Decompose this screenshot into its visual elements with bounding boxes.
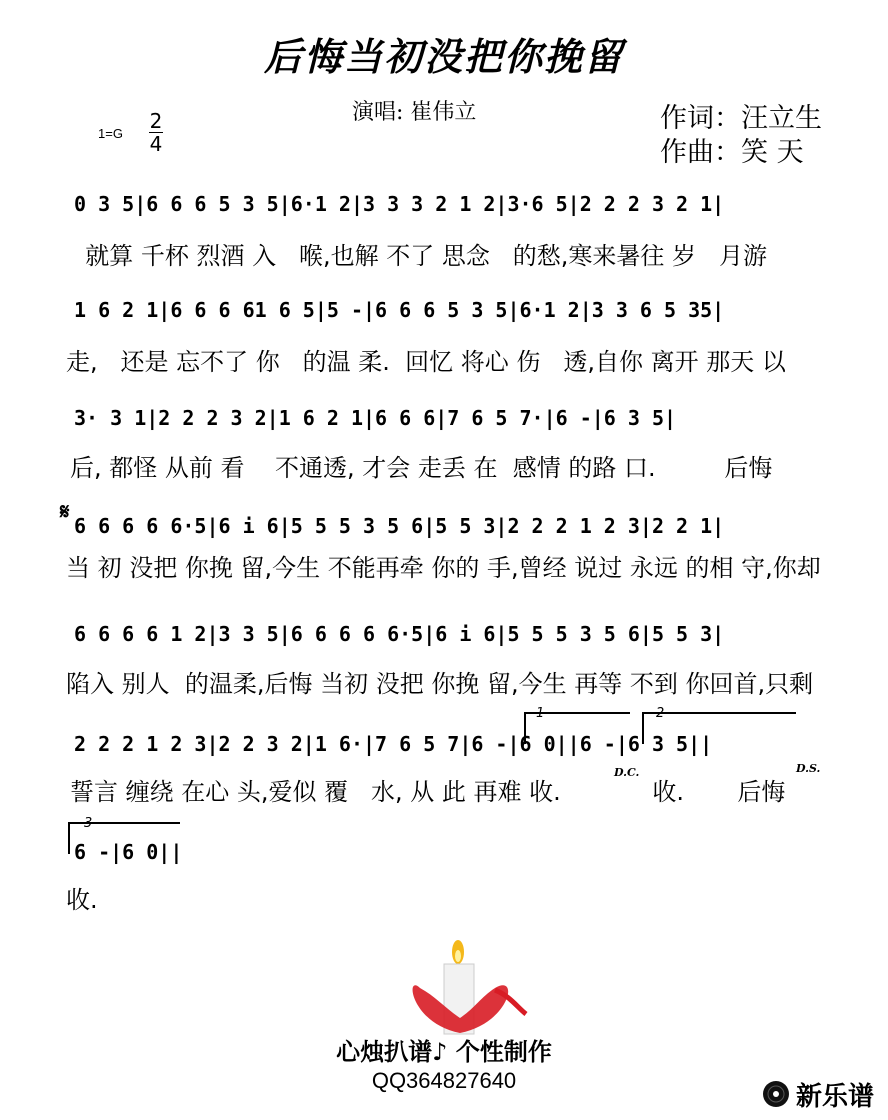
notation-line: 6 -|6 0|| [74,840,183,864]
notation-line: 2 2 2 1 2 3|2 2 3 2|1 6·|7 6 5 7|6 -|6 0||6 -|6 3 5|| [74,732,713,756]
lyric-line: 就算 千杯 烈酒 入 喉,也解 不了 思念 的愁,寒来暑往 岁 月游 [70,242,767,270]
notation-line: 6 6 6 6 1 2|3 3 5|6 6 6 6 6·5|6 i 6|5 5 5 3 5 6|5 5 3| [74,622,725,646]
segno-mark: 𝄋 [60,500,70,525]
dc-mark: D.C. [614,766,640,779]
first-ending-label: 1 [536,706,545,721]
song-title: 后悔当初没把你挽留 [263,34,624,79]
ds-mark: D.S. [796,762,821,775]
composer-credit: 作曲：笑 天 [660,137,804,168]
lyric-line: 收. [66,886,98,914]
lyric-line: 陷入 别人 的温柔,后悔 当初 没把 你挽 留,今生 再等 不到 你回首,只剩 [66,670,814,698]
notation-line: 1 6 2 1|6 6 6 61 6 5|5 -|6 6 6 5 3 5|6·1 2|3 3 6 5 35| [74,298,725,322]
brand-watermark [762,1076,874,1112]
second-ending-label: 2 [656,706,665,721]
lyric-line: 走, 还是 忘不了 你 的温 柔. 回忆 将心 伤 透,自你 离开 那天 以 [66,348,786,376]
lyric-line: 当 初 没把 你挽 留,今生 不能再牵 你的 手,曾经 说过 永远 的相 守,你却 [66,554,821,582]
time-signature-top: 2 [149,109,163,133]
lyric-line: 誓言 缠绕 在心 头,爱似 覆 水, 从 此 再难 收. 收. 后悔 [70,778,786,806]
notation-line: 6 6 6 6 6·5|6 i 6|5 5 5 3 5 6|5 5 3|2 2 2 1 2 3|2 2 1| [74,514,725,538]
key-signature: 1=G [98,126,123,141]
transcriber-credit: 心烛扒谱♪ 个性制作 [336,1037,552,1066]
lyricist-credit: 作词：汪立生 [660,103,822,134]
notation-line: 3· 3 1|2 2 2 3 2|1 6 2 1|6 6 6|7 6 5 7·|6 -|6 3 5| [74,406,677,430]
contact-qq: QQ364827640 [371,1068,517,1093]
vinyl-record-icon [762,1080,790,1108]
time-signature [149,110,163,155]
lyric-line: 后, 都怪 从前 看 不通透, 才会 走丢 在 感情 的路 口. 后悔 [70,454,773,482]
brand-name: 新乐谱 [796,1081,875,1112]
notation-line: 0 3 5|6 6 6 5 3 5|6·1 2|3 3 3 2 1 2|3·6 5|2 2 2 3 2 1| [74,192,725,216]
third-ending-label: 3 [84,816,93,831]
time-signature-bottom: 4 [149,132,163,156]
singer-credit: 演唱: 崔伟立 [352,100,477,125]
